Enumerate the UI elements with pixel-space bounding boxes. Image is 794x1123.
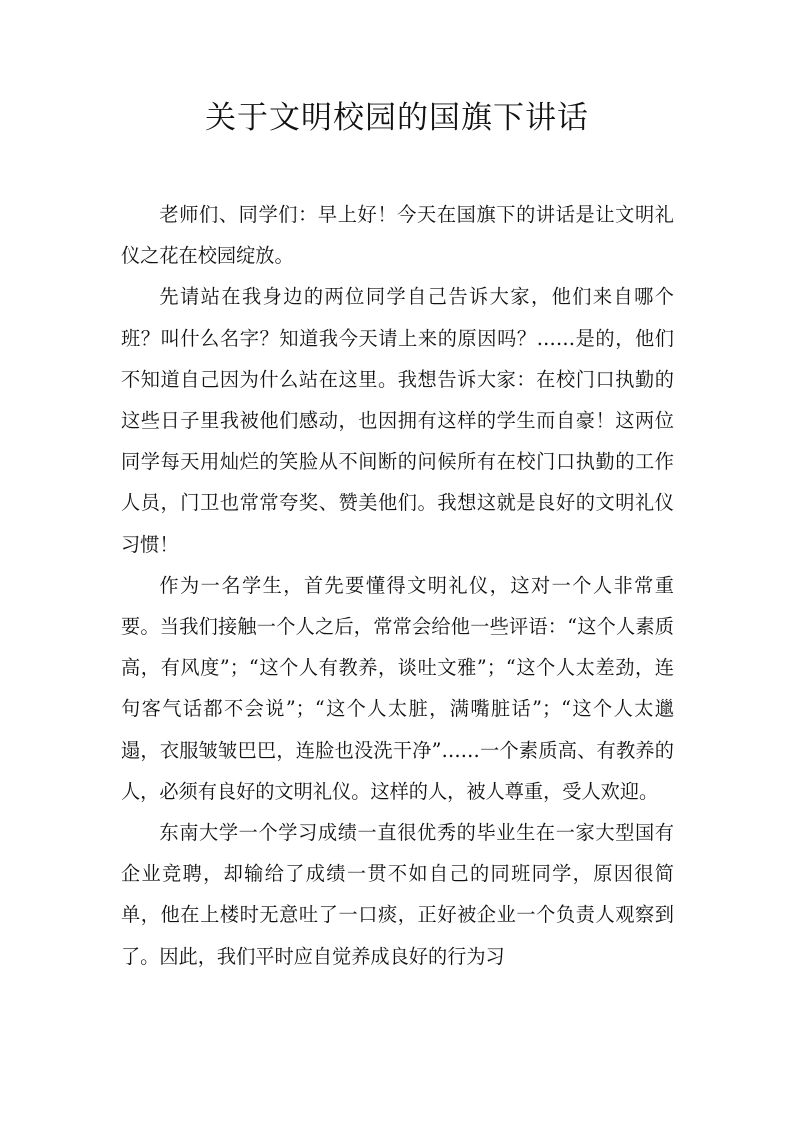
- paragraph-graduate-example: 东南大学一个学习成绩一直很优秀的毕业生在一家大型国有企业竞聘，却输给了成绩一贯不如自己的同班同学，原因很简单，他在上楼时无意吐了一口痰，正好被企业一个负责人观察到了。因此，我们平时应自觉养成良好的行为习: [121, 821, 674, 968]
- document-body: [121, 194, 674, 977]
- paragraph-etiquette-importance: 作为一名学生，首先要懂得文明礼仪，这对一个人非常重要。当我们接触一个人之后，常常会给他一些评语：“这个人素质高，有风度”；“这个人有教养，谈吐文雅”；“这个人太差劲，连句客气话都不会说”；“这个人太脏，满嘴脏话”；“这个人太邋遢，衣服皱皱巴巴，连脸也没洗干净”……一个素质高、有教养的人，必须有良好的文明礼仪。这样的人，被人尊重，受人欢迎。: [121, 573, 674, 803]
- paragraph-students-story: 先请站在我身边的两位同学自己告诉大家，他们来自哪个班？叫什么名字？知道我今天请上来的原因吗？……是的，他们不知道自己因为什么站在这里。我想告诉大家：在校门口执勤的这些日子里我被他们感动，也因拥有这样的学生而自豪！这两位同学每天用灿烂的笑脸从不间断的问候所有在校门口执勤的工作人员，门卫也常常夸奖、赞美他们。我想这就是良好的文明礼仪习惯！: [121, 285, 674, 556]
- document-title: 关于文明校园的国旗下讲话: [205, 100, 589, 136]
- paragraph-greeting: 老师们、同学们：早上好！今天在国旗下的讲话是让文明礼仪之花在校园绽放。: [121, 203, 674, 268]
